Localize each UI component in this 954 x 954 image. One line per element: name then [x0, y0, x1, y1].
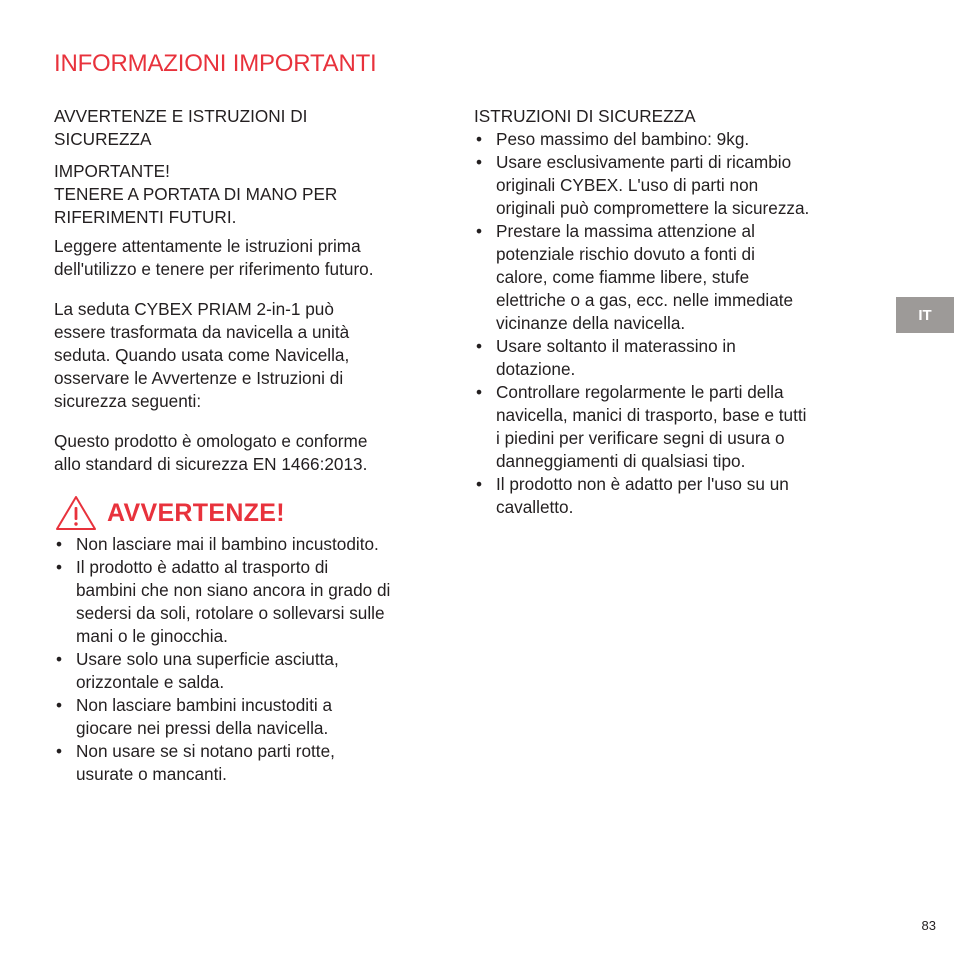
- page-number: 83: [921, 918, 936, 933]
- approval-text: Questo prodotto è omologato e conforme allo standard di sicurezza EN 1466:2013.: [54, 431, 368, 474]
- list-item: • Usare esclusivamente parti di ricambio originali CYBEX. L'uso di parti non originali può compromettere la sicurezza.: [474, 151, 869, 220]
- safety-heading: AVVERTENZE E ISTRUZIONI DI SICUREZZA: [54, 106, 308, 149]
- list-item: • Peso massimo del bambino: 9kg.: [474, 128, 869, 151]
- right-column: [474, 105, 869, 519]
- list-item: • Non lasciare bambini incustoditi a giocare nei pressi della navicella.: [54, 694, 449, 740]
- important-notice: IMPORTANTE! TENERE A PORTATA DI MANO PER RIFERIMENTI FUTURI.: [54, 161, 338, 227]
- list-item: • Non usare se si notano parti rotte, usurate o mancanti.: [54, 740, 449, 786]
- instructions-heading: ISTRUZIONI DI SICUREZZA: [474, 106, 696, 126]
- warnings-list: [54, 533, 449, 786]
- left-column: [54, 105, 449, 786]
- list-item: • Prestare la massima attenzione al potenziale rischio dovuto a fonti di calore, come fiamme libere, stufe elettriche o a gas, ecc. nelle immediate vicinanze della navicella.: [474, 220, 869, 335]
- page-title: INFORMAZIONI IMPORTANTI: [54, 50, 377, 77]
- seat-conversion-text: La seduta CYBEX PRIAM 2-in-1 può essere trasformata da navicella a unità seduta. Quando usata come Navicella, osservare le Avvertenze e Istruzioni di sicurezza seguenti:: [54, 299, 350, 411]
- list-item: • Non lasciare mai il bambino incustodito.: [54, 533, 449, 556]
- list-item: • Usare solo una superficie asciutta, orizzontale e salda.: [54, 648, 449, 694]
- warning-triangle-icon: [55, 495, 97, 531]
- list-item: • Il prodotto è adatto al trasporto di bambini che non siano ancora in grado di sedersi da soli, rotolare o sollevarsi sulle mani o le ginocchia.: [54, 556, 449, 648]
- warning-header: [54, 493, 449, 533]
- read-instructions-text: Leggere attentamente le istruzioni prima dell'utilizzo e tenere per riferimento futuro.: [54, 236, 374, 279]
- list-item: • Controllare regolarmente le parti della navicella, manici di trasporto, base e tutti i piedini per verificare segni di usura o danneggiamenti di qualsiasi tipo.: [474, 381, 869, 473]
- list-item: • Il prodotto non è adatto per l'uso su un cavalletto.: [474, 473, 869, 519]
- warning-title: AVVERTENZE!: [107, 498, 285, 527]
- list-item: • Usare soltanto il materassino in dotazione.: [474, 335, 869, 381]
- instructions-list: [474, 128, 869, 519]
- language-tab: IT: [896, 297, 954, 333]
